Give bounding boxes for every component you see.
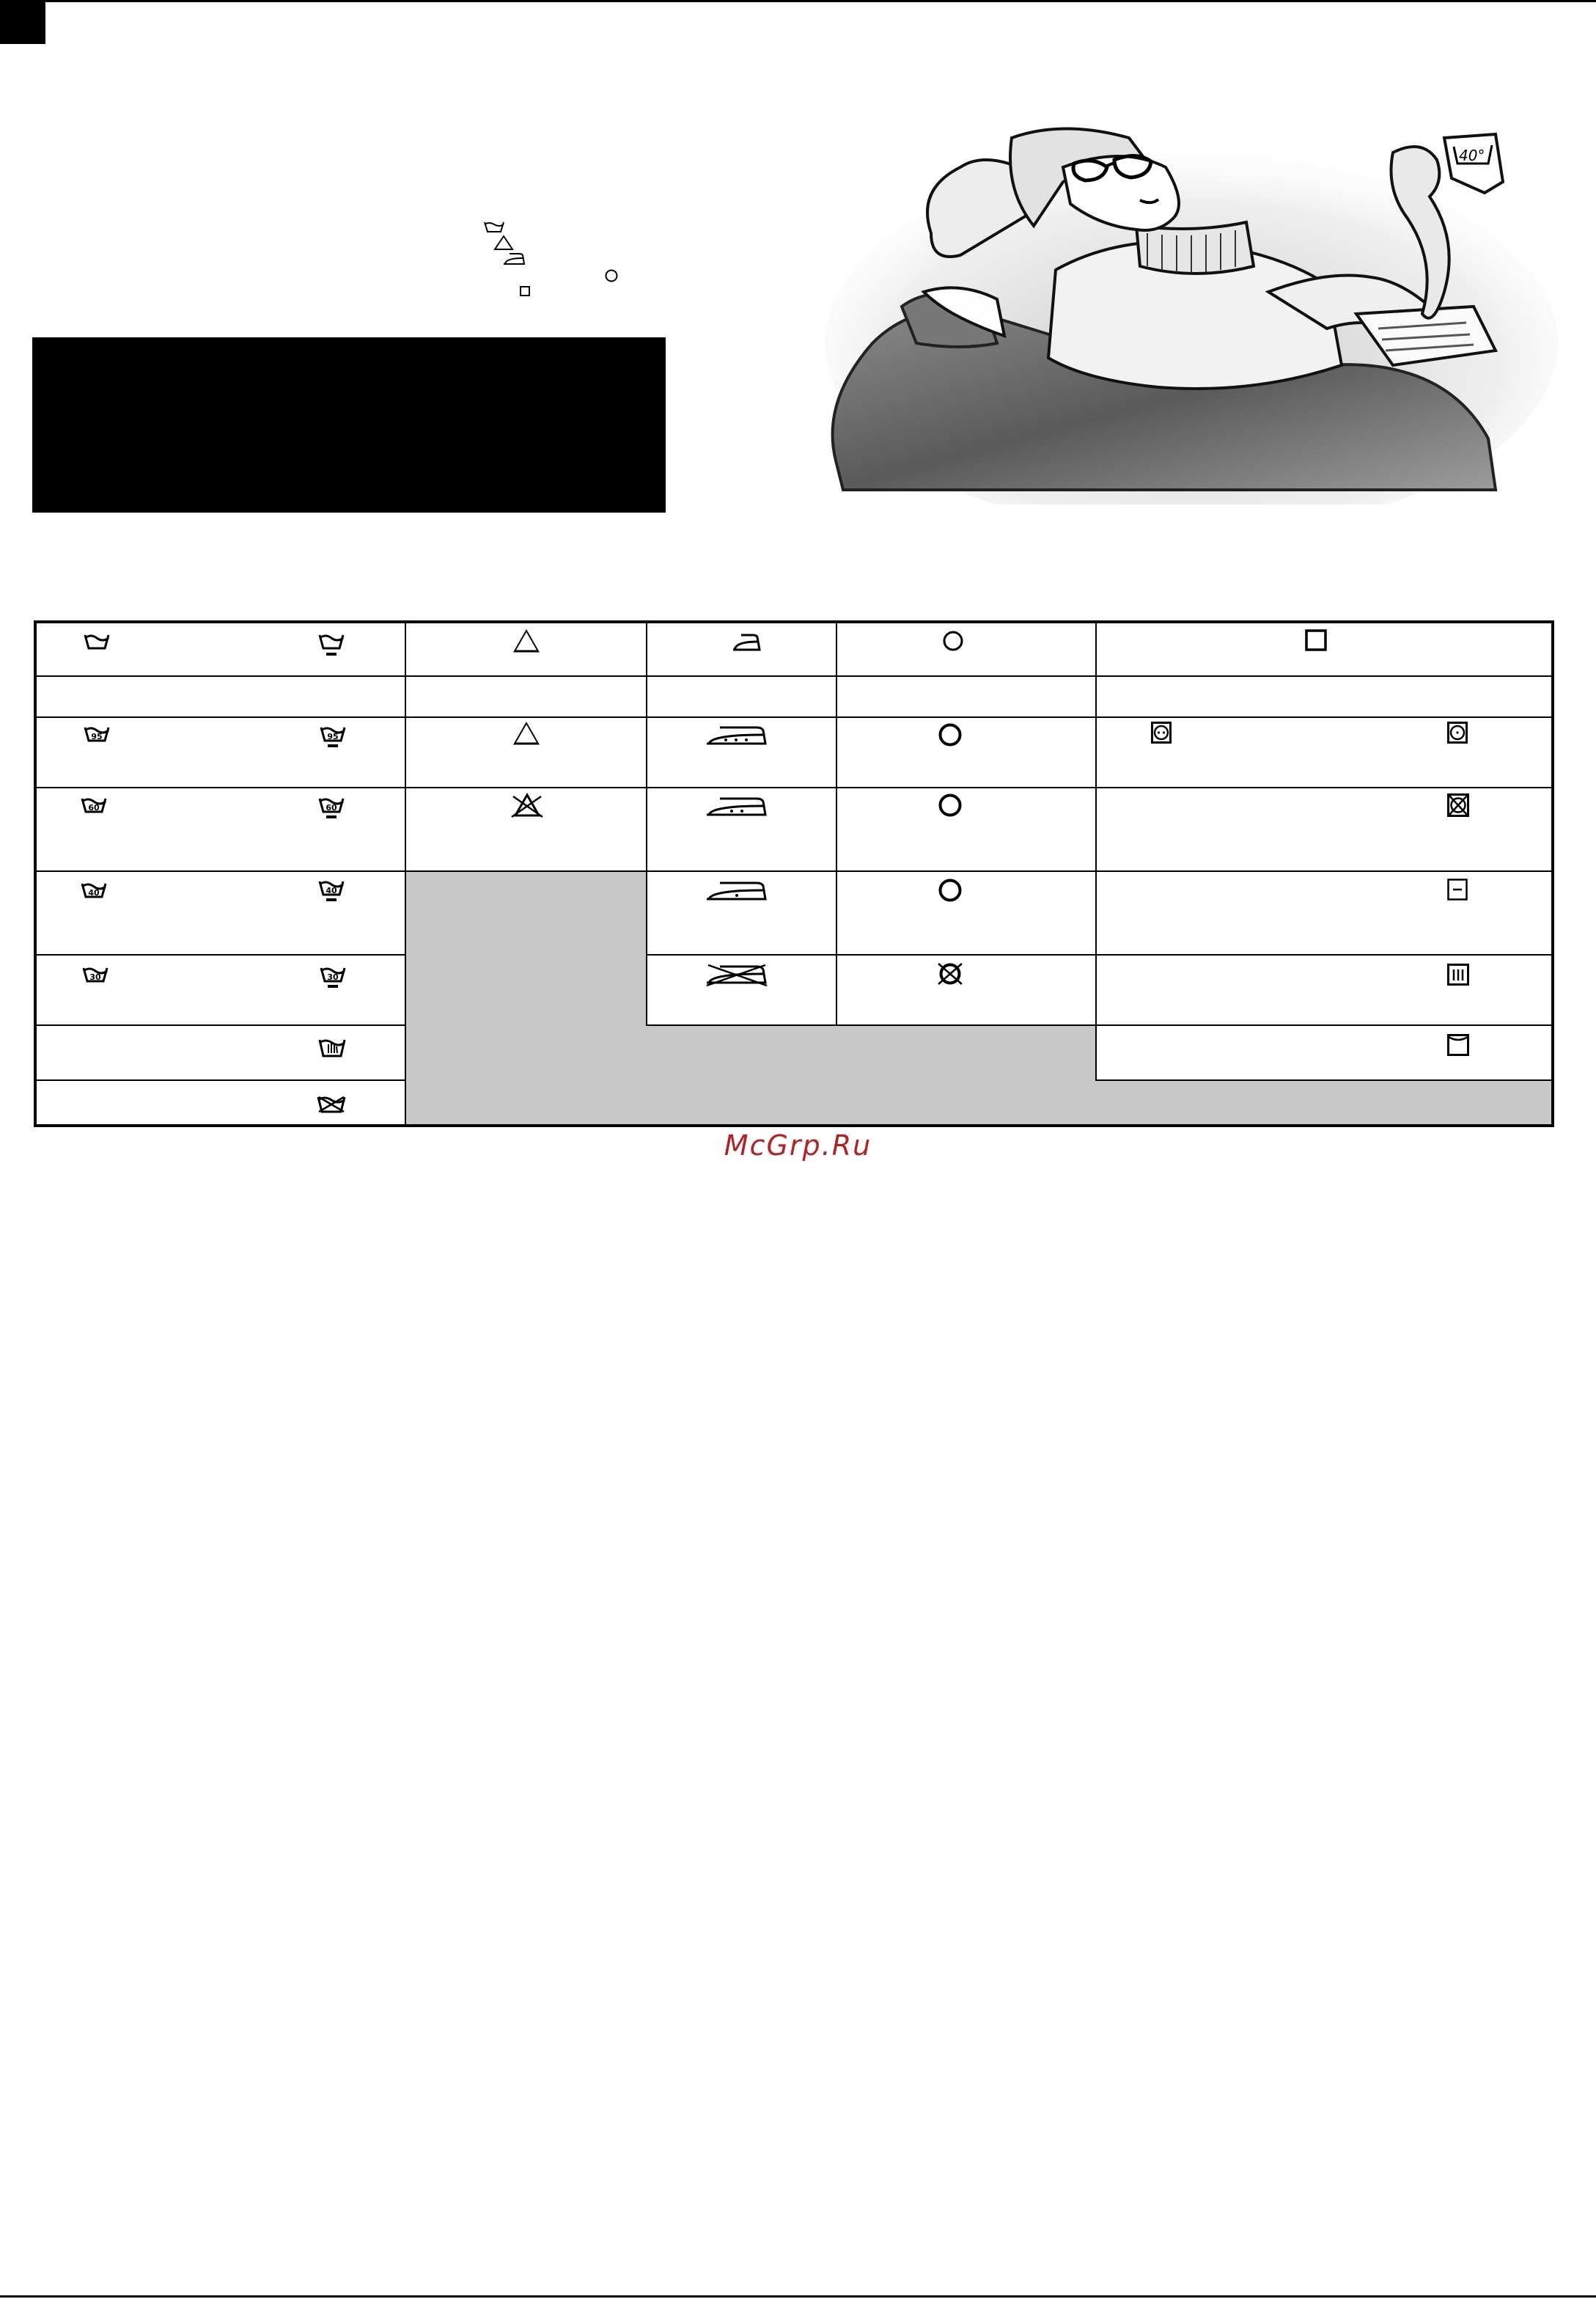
dry-clean-circle-icon xyxy=(605,269,618,282)
corner-block xyxy=(0,0,45,44)
wash-temp-label: 40 xyxy=(326,886,337,895)
shade-bleach-lower xyxy=(405,871,647,1125)
dry-clean-icon xyxy=(938,793,962,817)
dry-clean-icon xyxy=(938,723,962,747)
col-line xyxy=(646,622,647,872)
illustration-label-text: 40° xyxy=(1459,147,1485,164)
bleach-triangle-icon xyxy=(501,629,551,653)
dry-flat-icon xyxy=(1447,879,1468,901)
col-line xyxy=(405,622,406,1126)
iron-icon xyxy=(503,253,525,265)
watermark: McGrp.Ru xyxy=(724,1129,872,1162)
do-not-dry-clean-icon xyxy=(937,962,963,986)
row-line xyxy=(35,1079,405,1081)
washing-tub-icon xyxy=(484,221,504,233)
row-line xyxy=(647,1024,1553,1026)
row-line xyxy=(35,716,1553,718)
line-dry-icon xyxy=(1447,1034,1469,1056)
wash-40-icon xyxy=(81,882,107,898)
info-box xyxy=(32,337,666,513)
do-not-wash-icon xyxy=(317,1096,346,1113)
bleach-triangle-icon xyxy=(494,235,513,250)
wash-temp-label: 30 xyxy=(89,972,101,982)
col-line xyxy=(1095,622,1097,1081)
table-border-bottom xyxy=(34,1124,1554,1127)
tumble-dry-high-icon xyxy=(1151,722,1172,744)
row-line xyxy=(35,1024,405,1026)
woman-with-laundry-illustration xyxy=(814,123,1569,505)
row-line xyxy=(35,870,1553,872)
bleach-allowed-icon xyxy=(501,722,551,745)
table-border-top xyxy=(34,620,1554,623)
dry-clean-circle-icon xyxy=(943,631,963,651)
bottom-rule xyxy=(0,2295,1596,2298)
col-line xyxy=(836,622,837,1026)
wash-temp-label: 60 xyxy=(326,803,337,813)
wash-40-gentle-icon xyxy=(318,880,345,903)
shade-dry-bottom xyxy=(1096,1080,1553,1125)
wash-temp-label: 95 xyxy=(91,732,103,741)
do-not-tumble-dry-icon xyxy=(1447,793,1469,817)
iron-high-heat-icon xyxy=(705,726,767,745)
do-not-bleach-icon xyxy=(501,793,553,818)
washing-tub-gentle-icon xyxy=(318,634,345,657)
wash-temp-label: 40 xyxy=(88,888,100,898)
iron-icon xyxy=(732,634,761,651)
iron-medium-heat-icon xyxy=(705,797,767,816)
wash-95-gentle-icon xyxy=(320,726,346,749)
row-line xyxy=(1096,1079,1553,1081)
wash-30-gentle-icon xyxy=(320,967,346,990)
wash-95-icon xyxy=(84,726,110,742)
iron-low-heat-icon xyxy=(705,881,767,901)
wash-temp-label: 60 xyxy=(88,803,100,813)
wash-60-icon xyxy=(81,797,107,813)
tumble-dry-low-icon xyxy=(1447,722,1468,744)
row-line xyxy=(35,954,405,956)
col-line xyxy=(646,872,647,1026)
wash-temp-label: 95 xyxy=(327,732,339,741)
wash-60-gentle-icon xyxy=(318,797,345,821)
shade-iron-dryclean-lower xyxy=(647,1025,1096,1125)
top-rule xyxy=(45,0,1596,2)
drip-dry-icon xyxy=(1447,964,1469,986)
tumble-dry-square-icon xyxy=(520,286,530,296)
table-border-left xyxy=(34,620,37,1127)
table-border-right xyxy=(1551,620,1554,1127)
washing-tub-icon xyxy=(84,634,110,650)
dry-clean-icon xyxy=(938,879,962,902)
tumble-dry-square-icon xyxy=(1305,629,1327,651)
row-line xyxy=(35,787,1553,788)
hand-wash-icon xyxy=(318,1037,346,1057)
row-line xyxy=(647,954,1553,956)
do-not-iron-icon xyxy=(704,964,770,987)
wash-temp-label: 30 xyxy=(327,972,339,982)
wash-30-icon xyxy=(82,967,109,983)
row-line xyxy=(35,675,1553,677)
